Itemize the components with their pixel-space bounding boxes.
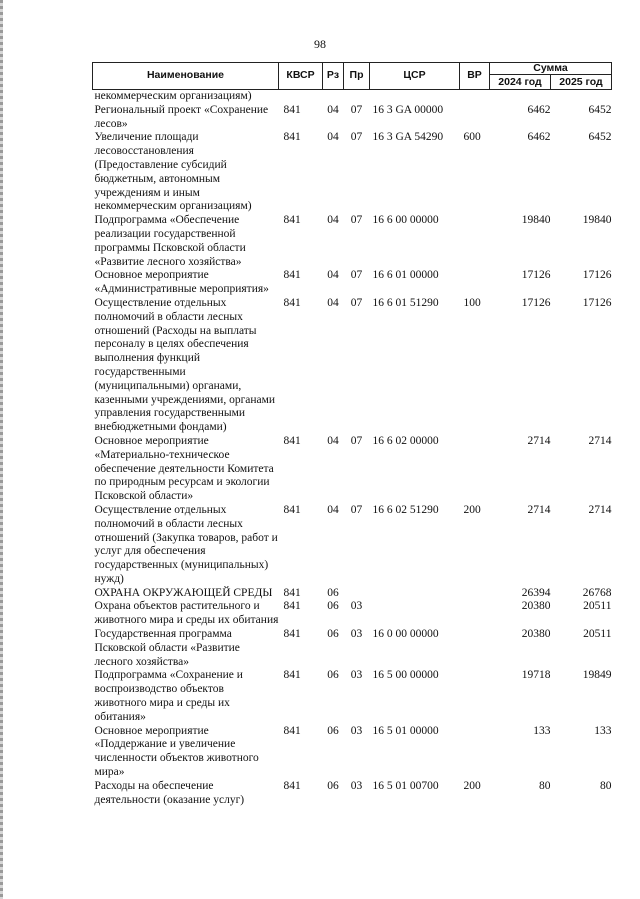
cell-vr: 200	[463, 779, 481, 792]
cell-sum-2025	[551, 90, 612, 104]
cell-rz: 04	[327, 214, 339, 227]
table-row	[93, 214, 612, 269]
cell-sum-2024: 6462	[527, 131, 551, 144]
table-header	[93, 63, 612, 90]
cell-pr: 03	[350, 724, 363, 737]
cell-pr: 07	[350, 103, 363, 116]
header-kvsr: КВСР	[279, 63, 323, 90]
cell-sum-2025: 17126	[582, 269, 612, 282]
cell-pr: 07	[350, 269, 363, 282]
table-row	[93, 131, 612, 214]
cell-kvsr: 841	[283, 600, 301, 613]
header-year-2024: 2024 год	[490, 75, 551, 90]
header-sum: Сумма	[490, 63, 612, 75]
cell-vr: 200	[463, 503, 481, 516]
cell-pr: 03	[350, 628, 363, 641]
cell-vr	[460, 669, 490, 724]
header-rz: Рз	[323, 63, 344, 90]
cell-sum-2024	[490, 90, 551, 104]
cell-sum-2025: 133	[594, 724, 612, 737]
cell-sum-2025: 26768	[582, 586, 612, 599]
cell-pr: 07	[350, 434, 363, 447]
cell-sum-2024: 2714	[527, 503, 551, 516]
cell-sum-2024: 6462	[527, 103, 551, 116]
header-csr: ЦСР	[370, 63, 460, 90]
cell-name: Осуществление отдельных полномочий в области лесных отношений (Закупка товаров, работ и услуг для обеспечения государственных (муниципальных) нужд)	[94, 503, 278, 585]
table-row	[93, 297, 612, 435]
cell-csr: 16 5 01 00700	[372, 779, 439, 792]
table-row	[93, 669, 612, 724]
cell-sum-2025: 6452	[588, 131, 612, 144]
cell-csr	[370, 90, 460, 104]
header-pr: Пр	[344, 63, 370, 90]
cell-name: Основное мероприятие «Поддержание и увеличение численности объектов животного мира»	[94, 724, 259, 779]
cell-kvsr: 841	[283, 586, 301, 599]
cell-sum-2024: 26394	[521, 586, 551, 599]
cell-sum-2024: 20380	[521, 628, 551, 641]
table-row	[93, 104, 612, 132]
cell-pr: 07	[350, 296, 363, 309]
cell-vr	[460, 104, 490, 132]
table-row	[93, 504, 612, 587]
cell-sum-2024: 2714	[527, 434, 551, 447]
cell-rz: 04	[327, 269, 339, 282]
cell-csr: 16 3 GA 54290	[372, 131, 444, 144]
cell-name: некоммерческим организациям)	[94, 90, 252, 102]
cell-csr: 16 6 00 00000	[372, 214, 439, 227]
table-row	[93, 628, 612, 669]
cell-csr: 16 3 GA 00000	[372, 103, 444, 116]
header-vr: ВР	[460, 63, 490, 90]
cell-name: Охрана объектов растительного и животного мира и среды их обитания	[94, 600, 279, 627]
cell-csr	[370, 587, 460, 601]
cell-kvsr: 841	[283, 503, 301, 516]
table-row	[93, 90, 612, 104]
cell-name: Подпрограмма «Сохранение и воспроизводство объектов животного мира и среды их обитания»	[94, 669, 243, 723]
cell-pr: 03	[350, 669, 363, 682]
cell-kvsr: 841	[283, 669, 301, 682]
cell-rz: 06	[327, 779, 339, 792]
cell-csr: 16 6 02 51290	[372, 503, 439, 516]
cell-name: Государственная программа Псковской области «Развитие лесного хозяйства»	[94, 628, 240, 668]
cell-sum-2025: 80	[600, 779, 612, 792]
cell-sum-2024: 17126	[521, 269, 551, 282]
cell-kvsr	[279, 90, 323, 104]
table-row	[93, 600, 612, 628]
header-year-2025: 2025 год	[551, 75, 612, 90]
cell-sum-2025: 20511	[583, 628, 612, 641]
cell-vr	[460, 600, 490, 628]
table-body	[93, 90, 612, 808]
cell-vr	[460, 269, 490, 297]
cell-pr: 03	[350, 600, 363, 613]
table-row	[93, 587, 612, 601]
cell-pr	[344, 587, 370, 601]
cell-csr	[370, 600, 460, 628]
cell-vr	[460, 435, 490, 504]
cell-pr	[344, 90, 370, 104]
cell-sum-2025: 17126	[582, 296, 612, 309]
cell-csr: 16 0 00 00000	[372, 628, 439, 641]
table-row	[93, 725, 612, 780]
cell-sum-2024: 133	[533, 724, 551, 737]
cell-sum-2024: 80	[539, 779, 551, 792]
cell-sum-2024: 19840	[521, 214, 551, 227]
cell-sum-2024: 19718	[521, 669, 551, 682]
cell-rz: 06	[327, 586, 339, 599]
cell-rz: 06	[327, 669, 339, 682]
scan-edge	[0, 0, 3, 899]
cell-rz: 04	[327, 296, 339, 309]
cell-rz: 04	[327, 503, 339, 516]
cell-kvsr: 841	[283, 724, 301, 737]
page-number: 98	[314, 37, 326, 51]
cell-name: Региональный проект «Сохранение лесов»	[94, 103, 269, 130]
header-name: Наименование	[93, 63, 279, 90]
cell-sum-2024: 17126	[521, 296, 551, 309]
cell-csr: 16 6 02 00000	[372, 434, 439, 447]
cell-name: Подпрограмма «Обеспечение реализации государственной программы Псковской области «Развитие лесного хозяйства»	[94, 214, 246, 268]
cell-vr: 600	[463, 131, 481, 144]
cell-name: Осуществление отдельных полномочий в области лесных отношений (Расходы на выплаты персоналу в целях обеспечения выполнения функций государственными (муниципальными) органами, казенными учреждениями, органами управления государственными внебюджетными фондами)	[94, 296, 276, 434]
cell-rz: 06	[327, 600, 339, 613]
cell-rz: 04	[327, 103, 339, 116]
cell-kvsr: 841	[283, 269, 301, 282]
cell-kvsr: 841	[283, 131, 301, 144]
cell-sum-2025: 6452	[588, 103, 612, 116]
cell-pr: 03	[350, 779, 363, 792]
cell-kvsr: 841	[283, 628, 301, 641]
cell-name: ОХРАНА ОКРУЖАЮЩЕЙ СРЕДЫ	[94, 586, 273, 599]
cell-name: Увеличение площади лесовосстановления (Предоставление субсидий бюджетным, автономным учреждениям и иным некоммерческим организациям)	[94, 131, 252, 213]
cell-sum-2025: 19840	[582, 214, 612, 227]
cell-vr	[460, 214, 490, 269]
cell-sum-2024: 20380	[521, 600, 551, 613]
cell-vr: 100	[463, 296, 481, 309]
cell-csr: 16 6 01 00000	[372, 269, 439, 282]
cell-kvsr: 841	[283, 296, 301, 309]
cell-pr: 07	[350, 214, 363, 227]
cell-kvsr: 841	[283, 103, 301, 116]
cell-rz	[323, 90, 344, 104]
cell-sum-2025: 2714	[588, 503, 612, 516]
cell-vr	[460, 587, 490, 601]
cell-kvsr: 841	[283, 214, 301, 227]
cell-sum-2025: 2714	[588, 434, 612, 447]
budget-table	[92, 62, 612, 807]
cell-pr: 07	[350, 503, 363, 516]
cell-csr: 16 6 01 51290	[372, 296, 439, 309]
cell-sum-2025: 19849	[582, 669, 612, 682]
cell-rz: 06	[327, 724, 339, 737]
cell-name: Основное мероприятие «Материально-техническое обеспечение деятельности Комитета по природным ресурсам и экологии Псковской области»	[94, 434, 274, 503]
cell-sum-2025: 20511	[583, 600, 612, 613]
cell-rz: 04	[327, 434, 339, 447]
cell-kvsr: 841	[283, 434, 301, 447]
cell-rz: 04	[327, 131, 339, 144]
table-row	[93, 269, 612, 297]
cell-vr	[460, 628, 490, 669]
cell-vr	[460, 725, 490, 780]
cell-rz: 06	[327, 628, 339, 641]
cell-vr	[460, 90, 490, 104]
cell-pr: 07	[350, 131, 363, 144]
cell-name: Основное мероприятие «Административные мероприятия»	[94, 269, 269, 296]
cell-kvsr: 841	[283, 779, 301, 792]
cell-csr: 16 5 00 00000	[372, 669, 439, 682]
table-row	[93, 780, 612, 808]
table-row	[93, 435, 612, 504]
cell-name: Расходы на обеспечение деятельности (оказание услуг)	[94, 779, 245, 806]
cell-csr: 16 5 01 00000	[372, 724, 439, 737]
